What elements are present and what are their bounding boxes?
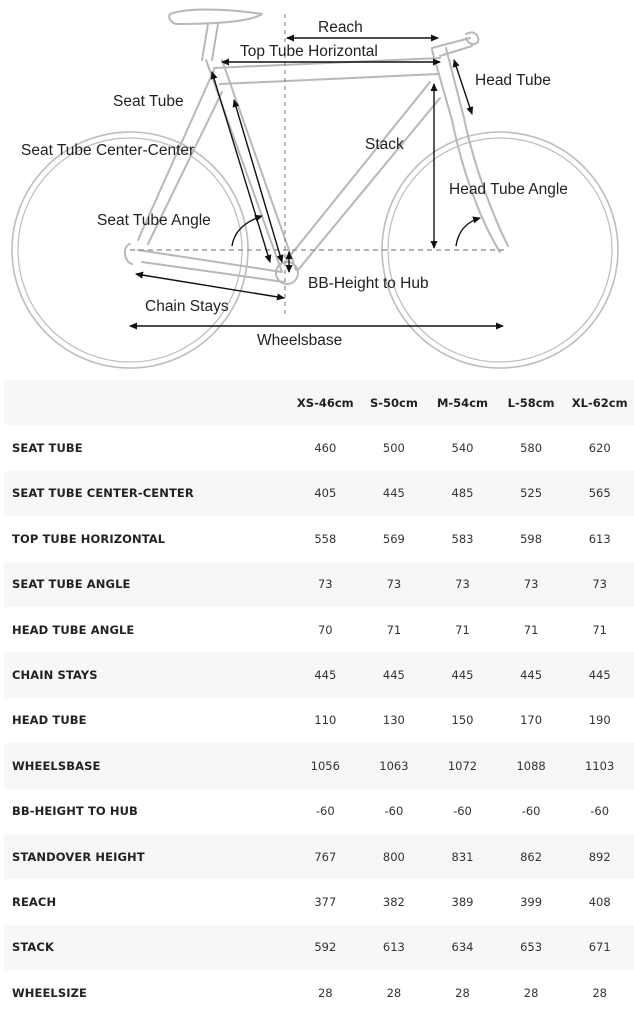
table-row bbox=[4, 562, 634, 607]
header-size: L-58cm bbox=[497, 380, 566, 425]
table-row bbox=[4, 652, 634, 697]
row-label: WHEELSBASE bbox=[4, 743, 291, 788]
table-cell: 445 bbox=[360, 471, 429, 516]
table-cell: 620 bbox=[565, 425, 634, 470]
table-cell: 71 bbox=[360, 607, 429, 652]
table-cell: 170 bbox=[497, 698, 566, 743]
table-cell: -60 bbox=[565, 789, 634, 834]
table-cell: 1056 bbox=[291, 743, 360, 788]
table-cell: 671 bbox=[565, 925, 634, 970]
table-cell: 445 bbox=[360, 652, 429, 697]
table-cell: 130 bbox=[360, 698, 429, 743]
table-row bbox=[4, 789, 634, 834]
table-cell: -60 bbox=[497, 789, 566, 834]
table-cell: 653 bbox=[497, 925, 566, 970]
table-cell: 73 bbox=[565, 562, 634, 607]
label-wheelsbase: Wheelsbase bbox=[257, 332, 343, 349]
header-blank bbox=[4, 380, 291, 425]
table-cell: 70 bbox=[291, 607, 360, 652]
table-cell: 445 bbox=[497, 652, 566, 697]
table-cell: 613 bbox=[565, 516, 634, 561]
row-label: STANDOVER HEIGHT bbox=[4, 834, 291, 879]
table-cell: 73 bbox=[428, 562, 497, 607]
table-cell: 525 bbox=[497, 471, 566, 516]
table-cell: 613 bbox=[360, 925, 429, 970]
row-label: SEAT TUBE ANGLE bbox=[4, 562, 291, 607]
table-cell: 73 bbox=[497, 562, 566, 607]
table-cell: -60 bbox=[428, 789, 497, 834]
table-row bbox=[4, 425, 634, 470]
label-seat-tube-angle: Seat Tube Angle bbox=[97, 212, 211, 229]
table-cell: 71 bbox=[565, 607, 634, 652]
table-row bbox=[4, 925, 634, 970]
table-cell: 28 bbox=[497, 970, 566, 1015]
table-cell: 28 bbox=[291, 970, 360, 1015]
row-label: HEAD TUBE ANGLE bbox=[4, 607, 291, 652]
row-label: BB-HEIGHT TO HUB bbox=[4, 789, 291, 834]
header-size: XS-46cm bbox=[291, 380, 360, 425]
geometry-table bbox=[4, 380, 634, 1015]
row-label: HEAD TUBE bbox=[4, 698, 291, 743]
row-label: SEAT TUBE bbox=[4, 425, 291, 470]
table-cell: 28 bbox=[428, 970, 497, 1015]
label-top-tube-horizontal: Top Tube Horizontal bbox=[240, 43, 378, 60]
row-label: STACK bbox=[4, 925, 291, 970]
table-cell: 598 bbox=[497, 516, 566, 561]
table-cell: 377 bbox=[291, 879, 360, 924]
header-size: S-50cm bbox=[360, 380, 429, 425]
table-cell: 110 bbox=[291, 698, 360, 743]
table-cell: 634 bbox=[428, 925, 497, 970]
label-bb-height-to-hub: BB-Height to Hub bbox=[308, 275, 429, 292]
table-cell: 800 bbox=[360, 834, 429, 879]
table-cell: 73 bbox=[291, 562, 360, 607]
table-cell: -60 bbox=[291, 789, 360, 834]
table-cell: 1072 bbox=[428, 743, 497, 788]
header-size: XL-62cm bbox=[565, 380, 634, 425]
table-cell: 580 bbox=[497, 425, 566, 470]
table-row bbox=[4, 970, 634, 1015]
table-row bbox=[4, 516, 634, 561]
label-seat-tube-center-center: Seat Tube Center-Center bbox=[21, 142, 195, 159]
table-cell: 1103 bbox=[565, 743, 634, 788]
table-cell: 399 bbox=[497, 879, 566, 924]
table-row bbox=[4, 879, 634, 924]
table-cell: 405 bbox=[291, 471, 360, 516]
header-size: M-54cm bbox=[428, 380, 497, 425]
table-cell: 445 bbox=[565, 652, 634, 697]
label-head-tube: Head Tube bbox=[475, 72, 551, 89]
table-cell: 500 bbox=[360, 425, 429, 470]
table-cell: 565 bbox=[565, 471, 634, 516]
table-cell: 389 bbox=[428, 879, 497, 924]
table-row bbox=[4, 471, 634, 516]
table-cell: 71 bbox=[428, 607, 497, 652]
label-head-tube-angle: Head Tube Angle bbox=[449, 181, 568, 198]
table-cell: 831 bbox=[428, 834, 497, 879]
table-cell: 569 bbox=[360, 516, 429, 561]
table-cell: 540 bbox=[428, 425, 497, 470]
table-row bbox=[4, 607, 634, 652]
table-cell: 485 bbox=[428, 471, 497, 516]
table-row bbox=[4, 834, 634, 879]
bike-geometry-diagram bbox=[0, 0, 634, 370]
table-cell: 73 bbox=[360, 562, 429, 607]
row-label: SEAT TUBE CENTER-CENTER bbox=[4, 471, 291, 516]
table-cell: 28 bbox=[565, 970, 634, 1015]
table-cell: 150 bbox=[428, 698, 497, 743]
table-cell: 445 bbox=[428, 652, 497, 697]
row-label: CHAIN STAYS bbox=[4, 652, 291, 697]
label-chain-stays: Chain Stays bbox=[145, 298, 229, 315]
table-cell: 767 bbox=[291, 834, 360, 879]
label-reach: Reach bbox=[318, 19, 363, 36]
label-seat-tube: Seat Tube bbox=[113, 93, 184, 110]
table-cell: 1088 bbox=[497, 743, 566, 788]
table-cell: -60 bbox=[360, 789, 429, 834]
row-label: REACH bbox=[4, 879, 291, 924]
table-cell: 592 bbox=[291, 925, 360, 970]
table-cell: 460 bbox=[291, 425, 360, 470]
table-cell: 1063 bbox=[360, 743, 429, 788]
table-cell: 583 bbox=[428, 516, 497, 561]
table-row bbox=[4, 698, 634, 743]
table-row bbox=[4, 743, 634, 788]
table-cell: 28 bbox=[360, 970, 429, 1015]
row-label: TOP TUBE HORIZONTAL bbox=[4, 516, 291, 561]
label-stack: Stack bbox=[365, 136, 404, 153]
table-cell: 445 bbox=[291, 652, 360, 697]
table-cell: 190 bbox=[565, 698, 634, 743]
table-cell: 382 bbox=[360, 879, 429, 924]
table-cell: 558 bbox=[291, 516, 360, 561]
row-label: WHEELSIZE bbox=[4, 970, 291, 1015]
table-body bbox=[4, 425, 634, 1015]
table-cell: 862 bbox=[497, 834, 566, 879]
table-cell: 892 bbox=[565, 834, 634, 879]
table-header-row bbox=[4, 380, 634, 425]
table-cell: 408 bbox=[565, 879, 634, 924]
table-cell: 71 bbox=[497, 607, 566, 652]
